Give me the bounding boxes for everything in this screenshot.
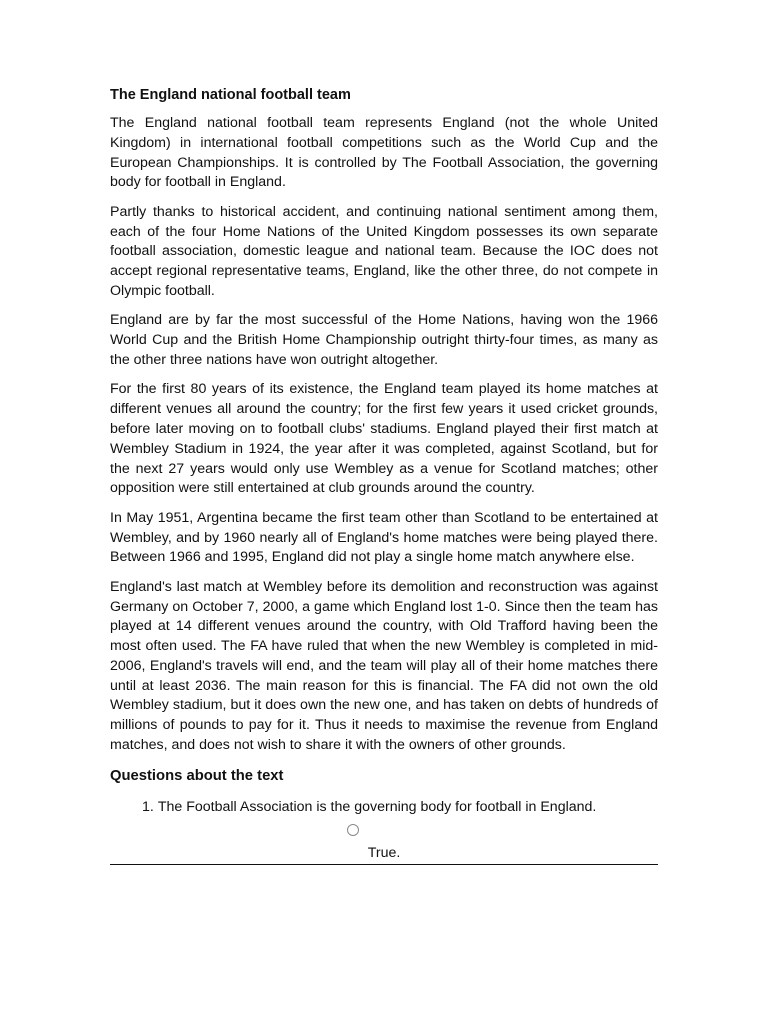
question-item xyxy=(110,797,658,817)
paragraph-6: England's last match at Wembley before its demolition and reconstruction was against Germany on October 7, 2000, a game which England lost 1-0. Since then the team has played at 14 different venues around the country, with Old Trafford having been the most often used. The FA have ruled that when the new Wembley is completed in mid-2006, England's travels will end, and the team will play all of their home matches there until at least 2036. The main reason for this is financial. The FA did not own the old Wembley stadium, but it does own the new one, and has taken on debts of hundreds of millions of pounds to pay for it. Thus it needs to maximise the revenue from England matches, and does not wish to share it with the owners of other grounds. xyxy=(110,578,658,754)
document-title: The England national football team xyxy=(110,87,351,103)
paragraph-2: Partly thanks to historical accident, and continuing national sentiment among them, each of the four Home Nations of the United Kingdom possesses its own separate football association, domestic league and national team. Because the IOC does not accept regional representative teams, England, like the other three, do not compete in Olympic football. xyxy=(110,203,658,299)
questions-heading: Questions about the text xyxy=(110,768,284,785)
question-text: The Football Association is the governing body for football in England. xyxy=(157,799,597,816)
document-page xyxy=(110,84,658,865)
true-option-label: True. xyxy=(367,845,401,862)
paragraph-5: In May 1951, Argentina became the first team other than Scotland to be entertained at Wembley, and by 1960 nearly all of England's home matches were being played there. Between 1966 and 1995, England did not play a single home match anywhere else. xyxy=(110,509,658,566)
paragraph-1: The England national football team represents England (not the whole United Kingdom) in international football competitions such as the World Cup and the European Championships. It is controlled by The Football Association, the governing body for football in England. xyxy=(110,115,658,191)
answer-divider xyxy=(110,864,658,865)
paragraph-3: England are by far the most successful of the Home Nations, having won the 1966 World Cup and the British Home Championship outright thirty-four times, as many as the other three nations have won outright altogether. xyxy=(110,312,658,368)
question-list xyxy=(110,797,658,817)
answer-block xyxy=(110,823,658,863)
paragraph-4: For the first 80 years of its existence, the England team played its home matches at different venues all around the country; for the first few years it used cricket grounds, before later moving on to football clubs' stadiums. England played their first match at Wembley Stadium in 1924, the year after it was completed, against Scotland, but for the next 27 years would only use Wembley as a venue for Scotland matches; other opposition were still entertained at club grounds around the country. xyxy=(110,381,658,497)
true-radio-button[interactable] xyxy=(347,824,359,836)
question-number: 1. xyxy=(142,799,154,816)
